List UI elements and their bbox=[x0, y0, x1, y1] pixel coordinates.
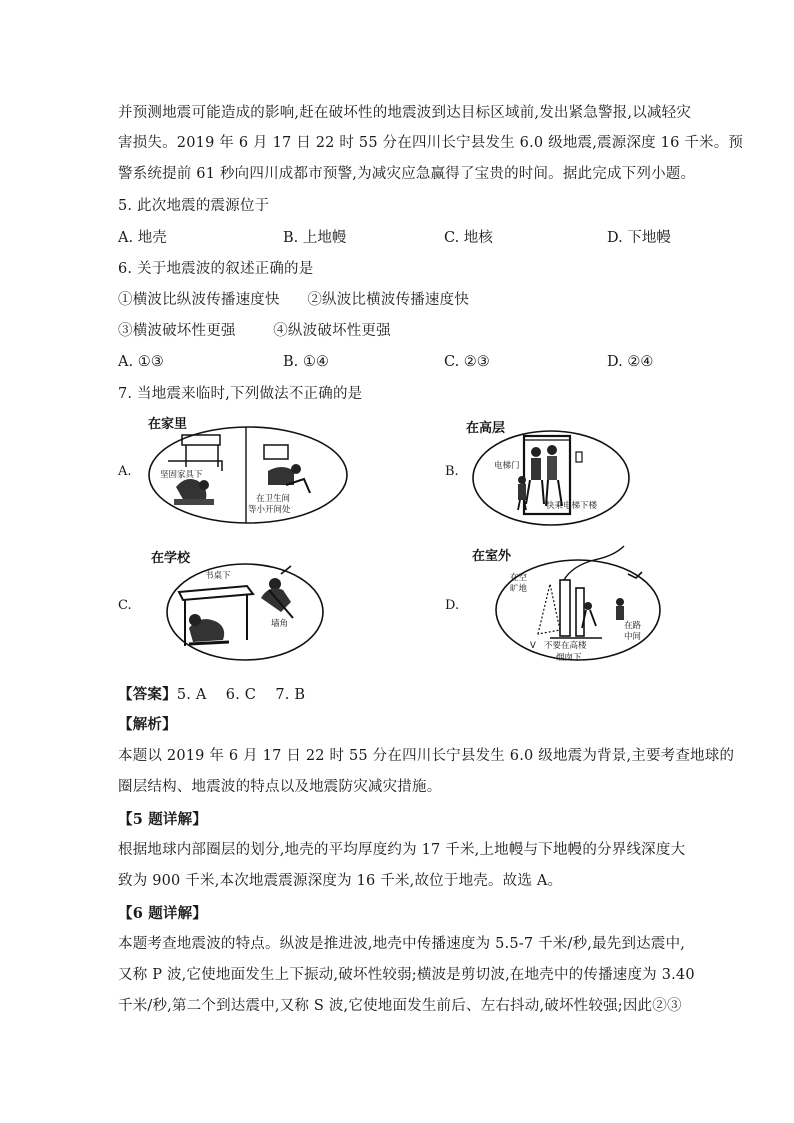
picture-a-title: 在家里 bbox=[148, 417, 188, 432]
option-a: A. 地壳 bbox=[118, 230, 167, 246]
option-d: D. 下地幔 bbox=[607, 230, 671, 246]
picture-d-text-3b: 烟囱下 bbox=[556, 653, 582, 663]
picture-a-text-1: 坚固家具下 bbox=[160, 470, 203, 480]
answer-label: 【答案】 bbox=[118, 686, 177, 703]
statement-3: ③横波破坏性更强 bbox=[118, 323, 236, 339]
detail-6-line-1: 本题考查地震波的特点。纵波是推进波,地壳中传播速度为 5.5-7 千米/秒,最先到达震中, bbox=[118, 936, 686, 952]
picture-d-mark: V bbox=[530, 641, 536, 651]
picture-c-title: 在学校 bbox=[151, 551, 191, 566]
question-6-statements-row-1 bbox=[118, 290, 682, 310]
picture-label-d: D. bbox=[445, 598, 460, 613]
detail-5-label: 【5 题详解】 bbox=[118, 811, 208, 828]
picture-d-text-1b: 旷地 bbox=[510, 584, 528, 594]
picture-a-text-2b: 等小开间处 bbox=[248, 505, 291, 515]
detail-5-line-1: 根据地球内部圈层的划分,地壳的平均厚度约为 17 千米,上地幔与下地幔的分界线深度大 bbox=[118, 842, 686, 858]
intro-line-1: 并预测地震可能造成的影响,赶在破坏性的地震波到达目标区域前,发出紧急警报,以减轻灾 bbox=[118, 105, 692, 121]
option-c: C. 地核 bbox=[444, 230, 493, 246]
picture-c-text-2: 墙角 bbox=[271, 619, 289, 629]
option-b: B. 上地幔 bbox=[283, 230, 347, 246]
picture-d-text-2a: 在路 bbox=[624, 621, 642, 631]
picture-d-text-2b: 中间 bbox=[624, 632, 642, 642]
detail-6-line-2: 又称 P 波,它使地面发生上下振动,破坏性较弱;横波是剪切波,在地壳中的传播速度为 3.40 bbox=[118, 967, 695, 983]
answer-text: 5. A 6. C 7. B bbox=[176, 687, 306, 703]
detail-6-line-3: 千米/秒,第二个到达震中,又称 S 波,它使地面发生前后、左右抖动,破坏性较强;因此②③ bbox=[118, 998, 682, 1014]
option-b: B. ①④ bbox=[283, 354, 329, 370]
question-5-options bbox=[118, 228, 678, 248]
picture-label-c: C. bbox=[118, 598, 132, 613]
question-6-options bbox=[118, 352, 678, 372]
detail-5-line-2: 致为 900 千米,本次地震震源深度为 16 千米,故位于地壳。故选 A。 bbox=[118, 873, 563, 889]
statement-4: ④纵波破坏性更强 bbox=[273, 323, 391, 339]
picture-d-text-1a: 在空 bbox=[510, 573, 528, 583]
picture-a-text-2a: 在卫生间 bbox=[256, 494, 291, 504]
analysis-line-1: 本题以 2019 年 6 月 17 日 22 时 55 分在四川长宁县发生 6.0 级地震为背景,主要考查地球的 bbox=[118, 748, 735, 764]
analysis-line-2: 圈层结构、地震波的特点以及地震防灾减灾措施。 bbox=[118, 779, 442, 795]
option-d: D. ②④ bbox=[607, 354, 654, 370]
picture-label-b: B. bbox=[445, 464, 459, 479]
answer-line bbox=[118, 685, 682, 705]
picture-b-title: 在高层 bbox=[466, 421, 506, 436]
detail-6-label: 【6 题详解】 bbox=[118, 905, 208, 922]
picture-b-text-1: 电梯门 bbox=[494, 461, 520, 471]
picture-d-title: 在室外 bbox=[472, 549, 512, 564]
picture-at-school bbox=[149, 548, 325, 664]
statement-1: ①横波比纵波传播速度快 bbox=[118, 292, 280, 308]
analysis-label: 【解析】 bbox=[118, 716, 177, 733]
picture-outdoors bbox=[468, 544, 664, 664]
option-a: A. ①③ bbox=[118, 354, 164, 370]
intro-line-2: 害损失。2019 年 6 月 17 日 22 时 55 分在四川长宁县发生 6.0 级地震,震源深度 16 千米。预 bbox=[118, 135, 744, 151]
picture-c-text-1: 书桌下 bbox=[205, 571, 231, 581]
picture-d-text-3a: 不要在高楼 bbox=[544, 641, 587, 651]
option-c: C. ②③ bbox=[444, 354, 490, 370]
question-5-stem: 5. 此次地震的震源位于 bbox=[118, 198, 270, 214]
question-6-stem: 6. 关于地震波的叙述正确的是 bbox=[118, 261, 314, 277]
picture-label-a: A. bbox=[118, 464, 132, 479]
picture-b-text-2: 快乘电梯下楼 bbox=[546, 501, 598, 511]
picture-high-rise bbox=[466, 418, 632, 528]
statement-2: ②纵波比横波传播速度快 bbox=[307, 292, 470, 308]
picture-at-home bbox=[146, 413, 350, 525]
question-6-statements-row-2 bbox=[118, 321, 682, 341]
question-7-stem: 7. 当地震来临时,下列做法不正确的是 bbox=[118, 386, 363, 402]
intro-line-3: 警系统提前 61 秒向四川成都市预警,为减灾应急赢得了宝贵的时间。据此完成下列小题。 bbox=[118, 166, 696, 182]
